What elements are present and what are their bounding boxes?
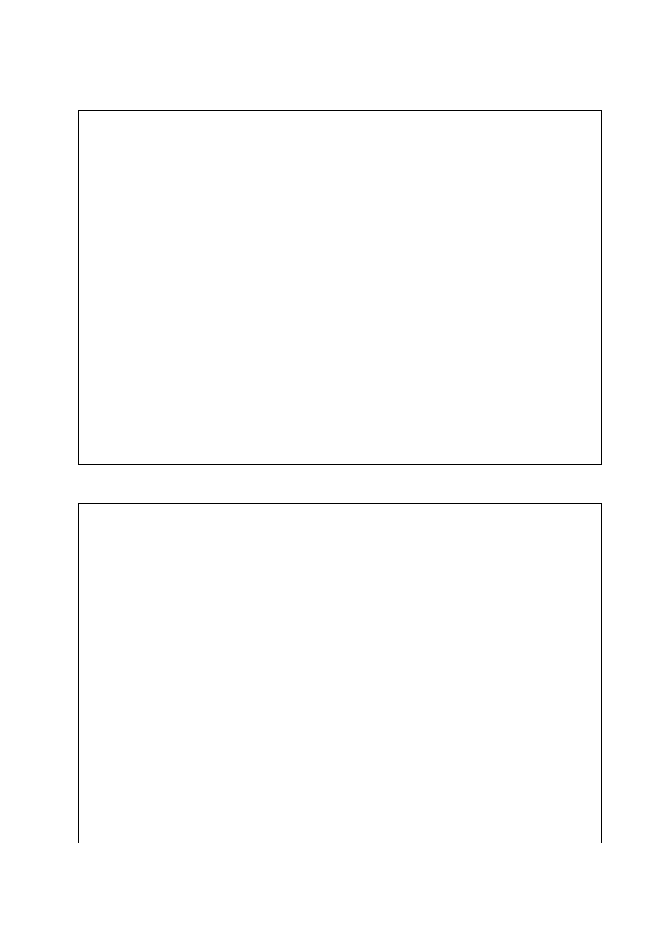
table3 <box>78 503 602 843</box>
table2 <box>78 110 602 465</box>
